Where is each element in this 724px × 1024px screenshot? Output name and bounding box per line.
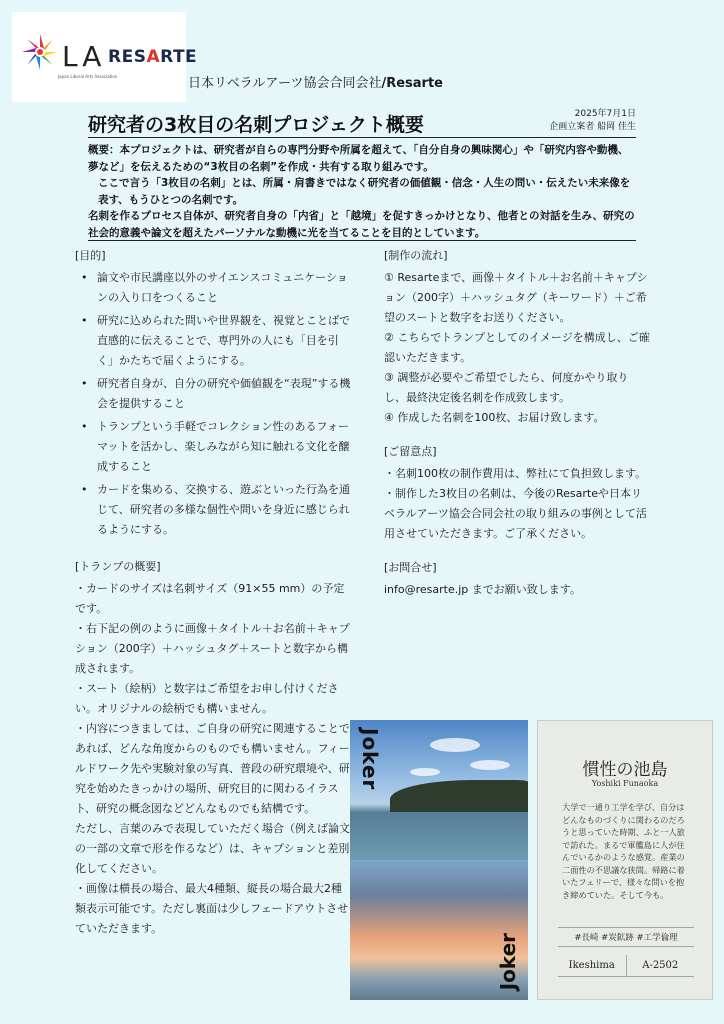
card-hashtags: #長崎 #炭鉱跡 #工学倫理 xyxy=(558,927,694,947)
trump-line: ただし、言葉のみで表現していただく場合（例えば論文の一部の文章で形を作るなど）は、キャプションと差別化してください。 xyxy=(75,822,350,875)
card-footer xyxy=(558,955,694,977)
flow-step: ③ 調整が必要やご希望でしたら、何度かやり取りし、最終決定後名刺を作成致します。 xyxy=(384,371,629,404)
la-logo-subtitle: Japan Liberal Arts Association xyxy=(58,74,118,79)
notes-line: ・制作した3枚目の名刺は、今後のResarteや日本リベラルアーツ協会合同会社の取り組みの事例として活用させていただきます。ご了承ください。 xyxy=(384,487,647,540)
purpose-item: • カードを集める、交換する、遊ぶといった行為を通じて、研究者の多様な個性や問いを身近に感じられるようにする。 xyxy=(81,480,351,540)
island-silhouette xyxy=(390,780,528,812)
purpose-item: • 研究者自身が、自分の研究や価値観を“表現”する機会を提供すること xyxy=(81,374,351,414)
trump-line: ・画像は横長の場合、最大4種類、縦長の場合最大2種類表示可能です。ただし裏面は少しフェードアウトさせていただきます。 xyxy=(75,882,349,935)
purpose-item: • 論文や市民講座以外のサイエンスコミュニケーションの入り口をつくること xyxy=(81,268,351,308)
date-block xyxy=(549,108,636,134)
overview-paragraph-2: ここで言う「3枚目の名刺」とは、所属・肩書きではなく研究者の価値観・信念・人生の問い・伝えたい未来像を表す、もうひとつの名刺です。 xyxy=(98,177,631,206)
joker-label-top: Joker xyxy=(358,728,382,791)
overview-paragraph-1: 概要：本プロジェクトは、研究者が自らの専門分野や所属を超えて、「自分自身の興味関心」や「研究内容や動機、夢など」を伝えるための“3枚目の名刺”を作成・共有する取り組みです。 xyxy=(88,144,629,173)
contact-email[interactable]: info@resarte.jp までお願い致します。 xyxy=(384,583,581,596)
card-place: Ikeshima xyxy=(558,955,627,976)
contact-heading: [お問合せ] xyxy=(384,561,437,574)
organization-name: 日本リベラルアーツ協会合同会社/Resarte xyxy=(188,76,443,91)
trump-line: ・カードのサイズは名刺サイズ（91×55 mm）の予定です。 xyxy=(75,582,345,615)
flow-heading: [制作の流れ] xyxy=(384,249,448,262)
divider-top xyxy=(88,137,636,138)
purpose-item: • トランプという手軽でコレクション性のあるフォーマットを活かし、楽しみながら知に触れる文化を醸成すること xyxy=(81,417,351,477)
flow-step: ④ 作成した名刺を100枚、お届け致します。 xyxy=(384,411,605,424)
document-date: 2025年7月1日 xyxy=(574,109,636,119)
card-code: A-2502 xyxy=(642,960,679,971)
notes-line: ・名刺100枚の制作費用は、弊社にて負担致します。 xyxy=(384,467,647,480)
la-sunburst-logo-icon xyxy=(20,32,60,72)
sample-meishi-card xyxy=(537,720,713,1000)
notes-heading: [ご留意点] xyxy=(384,445,437,458)
overview-section xyxy=(88,142,636,241)
trump-heading: [トランプの概要] xyxy=(75,560,161,573)
flow-step: ② こちらでトランプとしてのイメージを構成し、ご確認いただきます。 xyxy=(384,331,650,364)
resarte-logo: RESARTE xyxy=(108,47,198,67)
overview-paragraph-3: 名刺を作るプロセス自体が、研究者自身の「内省」と「越境」を促すきっかけとなり、他者との対話を生み、研究の社会的意義や論文を超えたパーソナルな動機に光を当てることを目的としています。 xyxy=(88,210,635,239)
flow-step: ① Resarteまで、画像＋タイトル＋お名前＋キャプション（200字）＋ハッシュタグ（キーワード）＋ご希望のスートと数字をお送りください。 xyxy=(384,271,648,324)
joker-label-bottom: Joker xyxy=(496,932,520,990)
left-column xyxy=(75,246,351,939)
card-title: 慣性の池島 xyxy=(582,760,668,780)
logo-area xyxy=(12,12,198,102)
la-logo-text: LA xyxy=(62,40,106,73)
purpose-list xyxy=(75,268,351,540)
planner-name: 企画立案者 船岡 佳生 xyxy=(549,122,636,132)
trump-line: ・内容につきましては、ご自身の研究に関連することであれば、どんな角度からのものでも構いません。フィールドワーク先や実験対象の写真、普段の研究環境や、研究を始めたきっかけの場所、研究目的に関わるイラスト、研究の概念図などどんなものでも結構です。 xyxy=(75,722,350,815)
right-column xyxy=(384,246,650,600)
divider-bottom xyxy=(88,240,636,241)
trump-line: ・右下記の例のように画像＋タイトル＋お名前＋キャプション（200字）＋ハッシュタグ＋スートと数字から構成されます。 xyxy=(75,622,350,675)
trump-line: ・スート（絵柄）と数字はご希望をお申し付けください。オリジナルの絵柄でも構いません。 xyxy=(75,682,339,715)
sample-joker-photo xyxy=(350,720,528,1000)
card-caption: 大学で一通り工学を学び、自分はどんなものづくりに関わるのだろうと思っていた時期、ふと一人旅で訪れた。まるで軍艦島に人が住んでいるかのような感覚。産業の二面性の不思議な狭間。帰路に着いたフェリーで、様々な問いを抱き締めていた。そして今も。 xyxy=(562,802,685,900)
card-name-en: Yoshiki Funaoka xyxy=(591,779,659,788)
page-title: 研究者の3枚目の名刺プロジェクト概要 xyxy=(88,114,424,136)
purpose-item: • 研究に込められた問いや世界観を、視覚とことばで直感的に伝えることで、専門外の人にも「目を引く」かたちで届くようにする。 xyxy=(81,311,351,371)
purpose-heading: [目的] xyxy=(75,249,106,262)
